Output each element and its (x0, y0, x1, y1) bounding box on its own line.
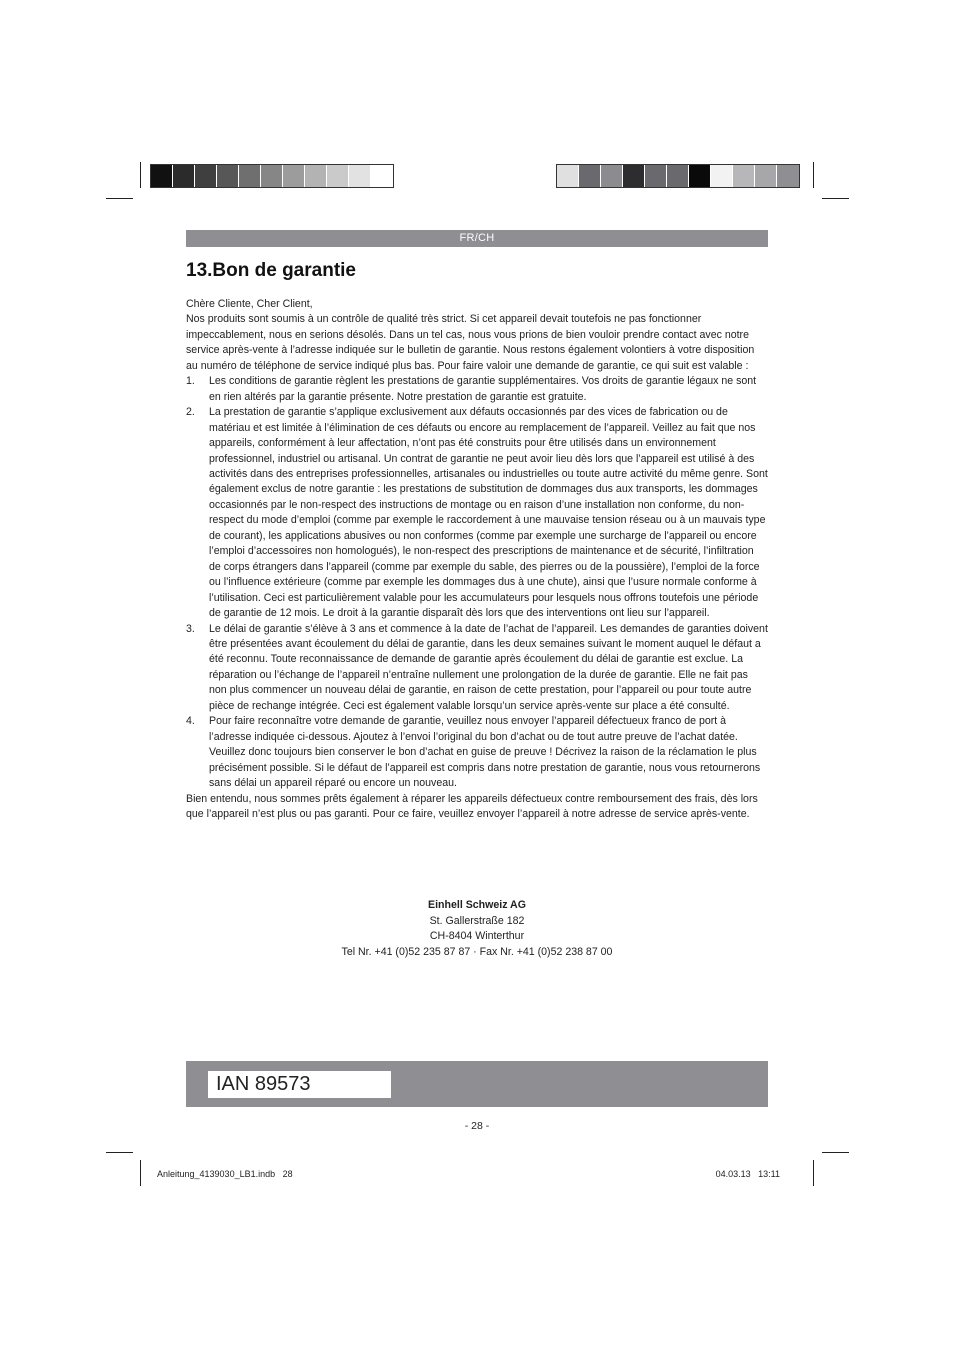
footer-file-info: Anleitung_4139030_LB1.indb 28 (157, 1169, 293, 1179)
list-item-text: Pour faire reconnaître votre demande de garantie, veuillez nous envoyer l’appareil défectueux franco de port à l’adresse indiquée ci-dessous. Ajoutez à l’envoi l’original du bon d’achat ou de tout autre preuve de l’achat datée. Veuillez donc toujours bien conserver le bon d’achat en guise de preuve ! Décrivez la raison de la réclamation le plus précisément possible. Si le défaut de l’appareil est compris dans notre prestation de garantie, nous vous retournerons sans délai un appareil réparé ou encore un nouveau. (209, 715, 761, 790)
color-swatch (711, 165, 733, 187)
closing-paragraph: Bien entendu, nous sommes prêts également à réparer les appareils défectueux contre remboursement des frais, dès lors que l’appareil n’est plus ou pas garanti. Pour ce faire, veuillez envoyer l’appareil à notre adresse de service après-vente. (186, 792, 758, 820)
intro-paragraph: Nos produits sont soumis à un contrôle de qualité très strict. Si cet appareil devait toutefois ne pas fonctionner impeccablement, nous en serions désolés. Dans un tel cas, nous vous prions de bien vouloir prendre contact avec notre service après-vente à l’adresse indiquée sur le bulletin de garantie. Nous restons également volontiers à votre disposition au numéro de téléphone de service indiqué plus bas. Pour faire valoir une demande de garantie, ce qui suit est valable : (186, 313, 755, 372)
color-swatch (283, 165, 305, 187)
crop-mark (106, 1152, 133, 1153)
color-swatch (557, 165, 579, 187)
list-item (186, 374, 768, 405)
list-item (186, 405, 768, 621)
phone-fax: Tel Nr. +41 (0)52 235 87 87 · Fax Nr. +41 (0)52 238 87 00 (341, 945, 613, 958)
crop-mark (822, 198, 849, 199)
color-swatch (327, 165, 349, 187)
street-address: St. Gallerstraße 182 (429, 914, 525, 927)
warranty-text (186, 297, 768, 822)
crop-mark (140, 1160, 141, 1186)
color-swatch (349, 165, 371, 187)
color-swatch (667, 165, 689, 187)
language-header-bar (186, 230, 768, 247)
color-swatch (239, 165, 261, 187)
section-title: 13.Bon de garantie (186, 260, 356, 281)
ian-bar (186, 1061, 768, 1107)
list-item (186, 714, 768, 791)
crop-mark (106, 198, 133, 199)
crop-mark (813, 1160, 814, 1186)
service-address (186, 898, 768, 960)
color-swatch (151, 165, 173, 187)
city-address: CH-8404 Winterthur (429, 930, 525, 942)
color-swatch (645, 165, 667, 187)
language-label: FR/CH (459, 232, 495, 244)
list-item-text: La prestation de garantie s’applique exclusivement aux défauts occasionnés par des vices de fabrication ou de matériau et est limitée à l’élimination de ces défauts ou encore au remplacement de l’appareil. Veillez au fait que nos appareils, conformément à leur affectation, n’ont pas été construits pour être utilisés dans un environnement professionnel, industriel ou artisanal. Un contrat de garantie ne peut avoir lieu dès lors que l’appareil est utilisé à des activités dans des entreprises professionnelles, artisanales ou industrielles ou toute autre activité du même genre. Sont également exclus de notre garantie : les prestations de substitution de dommages dus aux transports, les dommages occasionnés par le non-respect des instructions de montage ou en raison d’une installation non conforme, du non-respect du mode d’emploi (comme par exemple le raccordement à une mauvaise tension réseau ou à un mauvais type de courant), les applications abusives ou non conformes (comme par exemple une surcharge de l’appareil ou encore l’emploi d’accessoires non homologués), le non-respect des prescriptions de maintenance et de sécurité, l’infiltration de corps étrangers dans l’appareil (comme par exemple du sable, des pierres ou de la poussière), l’emploi de la force ou l’influence extérieure (comme par exemple les dommages dus à une chute), ainsi que l’usure normale conforme à l’utilisation. Ceci est particulièrement valable pour les accumulateurs pour lesquels nous offrons toutefois une période de garantie de 12 mois. Le droit à la garantie disparaît dès lors que des interventions ont lieu sur l’appareil. (209, 406, 768, 620)
list-item (186, 622, 768, 715)
color-calibration-bar-right (556, 164, 800, 188)
list-number: 2. (186, 406, 195, 419)
crop-mark (140, 162, 141, 188)
color-swatch (173, 165, 195, 187)
color-swatch (777, 165, 799, 187)
salutation: Chère Cliente, Cher Client, (186, 298, 313, 310)
color-swatch (217, 165, 239, 187)
color-swatch (601, 165, 623, 187)
color-swatch (579, 165, 601, 187)
footer-timestamp: 04.03.13 13:11 (715, 1169, 780, 1179)
color-swatch (755, 165, 777, 187)
page-number: - 28 - (464, 1120, 490, 1132)
color-calibration-bar-left (150, 164, 394, 188)
list-number: 1. (186, 375, 195, 388)
crop-mark (822, 1152, 849, 1153)
ian-number: IAN 89573 (208, 1071, 391, 1098)
color-swatch (305, 165, 327, 187)
color-swatch (689, 165, 711, 187)
list-item-text: Le délai de garantie s’élève à 3 ans et commence à la date de l’achat de l’appareil. Les demandes de garanties doivent être présentées avant écoulement du délai de garantie, dans les deux semaines suivant le moment auquel le défaut a été reconnu. Toute reconnaissance de demande de garantie après écoulement du délai de garantie est exclue. La réparation ou l’échange de l’appareil n’entraîne nullement une prolongation de la durée de garantie. Elle ne fait pas non plus commencer un nouveau délai de garantie, en raison de cette prestation, pour l’appareil ou pour toute autre pièce de rechange intégrée. Ceci est également valable lorsqu’un service après-vente sur place a été consulté. (209, 622, 768, 712)
list-number: 4. (186, 715, 195, 728)
company-name: Einhell Schweiz AG (428, 899, 526, 911)
color-swatch (195, 165, 217, 187)
list-item-text: Les conditions de garantie règlent les prestations de garantie supplémentaires. Vos droits de garantie légaux ne sont en rien altérés par la garantie présente. Notre prestation de garantie est gratuite. (209, 375, 757, 403)
color-swatch (733, 165, 755, 187)
list-number: 3. (186, 622, 195, 635)
color-swatch (371, 165, 393, 187)
crop-mark (813, 162, 814, 188)
color-swatch (623, 165, 645, 187)
warranty-conditions-list (186, 374, 768, 791)
color-swatch (261, 165, 283, 187)
